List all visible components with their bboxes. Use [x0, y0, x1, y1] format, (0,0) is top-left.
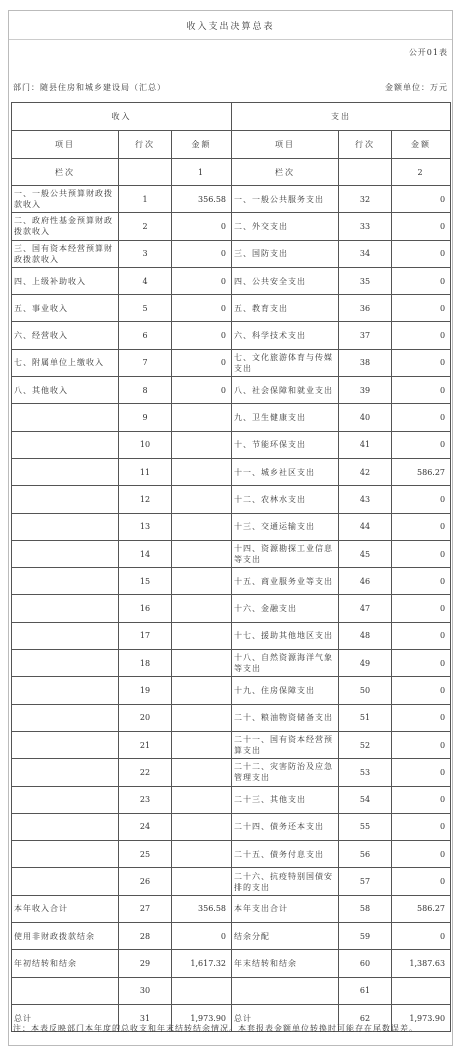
- expense-row-no-cell: 58: [339, 895, 392, 922]
- income-item-cell: [12, 431, 119, 458]
- income-amount-cell: [172, 759, 232, 786]
- income-row-no-cell: 29: [119, 950, 172, 977]
- income-row-no-cell: 13: [119, 513, 172, 540]
- income-row-no-cell: 8: [119, 377, 172, 404]
- table-row: [12, 240, 451, 267]
- expense-item-cell: 四、公共安全支出: [232, 267, 339, 294]
- income-row-no-cell: 26: [119, 868, 172, 895]
- expense-amount-cell: 0: [392, 923, 451, 950]
- expense-item-cell: 结余分配: [232, 923, 339, 950]
- expense-item-cell: 二十二、灾害防治及应急管理支出: [232, 759, 339, 786]
- income-item-cell: [12, 650, 119, 677]
- income-col-label: 栏次: [12, 159, 119, 186]
- table-row: [12, 458, 451, 485]
- table-row: [12, 349, 451, 376]
- expense-amount-cell: 0: [392, 731, 451, 758]
- expense-item-cell: 六、科学技术支出: [232, 322, 339, 349]
- income-item-cell: [12, 486, 119, 513]
- income-amount-header: 金额: [172, 131, 232, 159]
- income-amount-cell: [172, 841, 232, 868]
- expense-item-cell: 二、外交支出: [232, 213, 339, 240]
- income-amount-cell: [172, 431, 232, 458]
- income-row-no-cell: 15: [119, 568, 172, 595]
- income-amount-cell: [172, 513, 232, 540]
- income-rowno-header: 行次: [119, 131, 172, 159]
- expense-item-header: 项目: [232, 131, 339, 159]
- income-item-cell: [12, 813, 119, 840]
- income-amount-cell: [172, 650, 232, 677]
- income-item-cell: 三、国有资本经营预算财政拨款收入: [12, 240, 119, 267]
- expense-col-number: 2: [392, 159, 451, 186]
- table-row: [12, 540, 451, 567]
- expense-row-no-cell: 41: [339, 431, 392, 458]
- income-amount-cell: [172, 458, 232, 485]
- expense-item-cell: 八、社会保障和就业支出: [232, 377, 339, 404]
- income-row-no-cell: 31: [119, 1004, 172, 1031]
- expense-item-cell: 十二、农林水支出: [232, 486, 339, 513]
- income-col-number: 1: [172, 159, 232, 186]
- income-amount-cell: [172, 731, 232, 758]
- income-item-cell: [12, 841, 119, 868]
- expense-amount-cell: 0: [392, 622, 451, 649]
- expense-row-no-cell: 49: [339, 650, 392, 677]
- income-row-no-cell: 3: [119, 240, 172, 267]
- expense-amount-cell: 586.27: [392, 895, 451, 922]
- expense-item-cell: 十五、商业服务业等支出: [232, 568, 339, 595]
- income-amount-cell: 356.58: [172, 895, 232, 922]
- report-title: 收入支出决算总表: [186, 22, 275, 32]
- expense-row-no-cell: 51: [339, 704, 392, 731]
- table-row: [12, 431, 451, 458]
- title-divider: [9, 39, 452, 40]
- expense-item-cell: 九、卫生健康支出: [232, 404, 339, 431]
- table-row: [12, 813, 451, 840]
- income-row-no-cell: 6: [119, 322, 172, 349]
- income-item-cell: [12, 568, 119, 595]
- expense-amount-cell: 0: [392, 186, 451, 213]
- income-col-blank: [119, 159, 172, 186]
- income-row-no-cell: 12: [119, 486, 172, 513]
- table-row: [12, 759, 451, 786]
- table-row: [12, 486, 451, 513]
- table-row: [12, 595, 451, 622]
- income-row-no-cell: 1: [119, 186, 172, 213]
- income-item-cell: [12, 786, 119, 813]
- income-amount-cell: [172, 595, 232, 622]
- income-amount-cell: 0: [172, 923, 232, 950]
- expense-row-no-cell: 46: [339, 568, 392, 595]
- expense-row-no-cell: 38: [339, 349, 392, 376]
- expense-item-cell: 总计: [232, 1004, 339, 1031]
- expense-amount-cell: [392, 977, 451, 1004]
- form-code: 公开01表: [408, 48, 448, 57]
- expense-row-no-cell: 37: [339, 322, 392, 349]
- table-row: [12, 650, 451, 677]
- income-row-no-cell: 25: [119, 841, 172, 868]
- footnote: 注：本表反映部门本年度的总收支和年末结转结余情况。本套报表金额单位转换时可能存在尾数误差。: [13, 1024, 418, 1033]
- income-amount-cell: [172, 540, 232, 567]
- expense-amount-cell: 0: [392, 295, 451, 322]
- expense-rowno-header: 行次: [339, 131, 392, 159]
- expense-section-header: 支出: [232, 103, 451, 131]
- expense-item-cell: 一、一般公共服务支出: [232, 186, 339, 213]
- expense-item-cell: 十七、援助其他地区支出: [232, 622, 339, 649]
- expense-amount-cell: 1,973.90: [392, 1004, 451, 1031]
- table-row: [12, 622, 451, 649]
- income-item-cell: 总计: [12, 1004, 119, 1031]
- table-row: [12, 213, 451, 240]
- expense-row-no-cell: 40: [339, 404, 392, 431]
- expense-row-no-cell: 42: [339, 458, 392, 485]
- income-amount-cell: [172, 704, 232, 731]
- income-row-no-cell: 20: [119, 704, 172, 731]
- income-row-no-cell: 5: [119, 295, 172, 322]
- expense-row-no-cell: 45: [339, 540, 392, 567]
- expense-row-no-cell: 50: [339, 677, 392, 704]
- section-header-row: [12, 103, 451, 131]
- table-row: [12, 677, 451, 704]
- income-row-no-cell: 10: [119, 431, 172, 458]
- expense-item-cell: 三、国防支出: [232, 240, 339, 267]
- expense-amount-cell: 1,387.63: [392, 950, 451, 977]
- expense-row-no-cell: 59: [339, 923, 392, 950]
- income-item-cell: [12, 513, 119, 540]
- expense-row-no-cell: 33: [339, 213, 392, 240]
- expense-col-label: 栏次: [232, 159, 339, 186]
- income-expense-table: [11, 102, 451, 1032]
- table-row: [12, 513, 451, 540]
- expense-row-no-cell: 52: [339, 731, 392, 758]
- income-row-no-cell: 7: [119, 349, 172, 376]
- income-item-cell: [12, 759, 119, 786]
- expense-col-blank: [339, 159, 392, 186]
- expense-row-no-cell: 57: [339, 868, 392, 895]
- income-item-cell: [12, 868, 119, 895]
- expense-amount-cell: 0: [392, 650, 451, 677]
- expense-item-cell: 十、节能环保支出: [232, 431, 339, 458]
- expense-row-no-cell: 60: [339, 950, 392, 977]
- income-row-no-cell: 9: [119, 404, 172, 431]
- expense-amount-cell: 0: [392, 404, 451, 431]
- income-item-cell: 一、一般公共预算财政拨款收入: [12, 186, 119, 213]
- income-item-cell: 五、事业收入: [12, 295, 119, 322]
- expense-item-cell: 二十一、国有资本经营预算支出: [232, 731, 339, 758]
- expense-amount-header: 金额: [392, 131, 451, 159]
- income-row-no-cell: 30: [119, 977, 172, 1004]
- expense-item-cell: 五、教育支出: [232, 295, 339, 322]
- table-row: [12, 295, 451, 322]
- expense-amount-cell: 0: [392, 786, 451, 813]
- expense-item-cell: 二十六、抗疫特别国债安排的支出: [232, 868, 339, 895]
- table-row: [12, 731, 451, 758]
- expense-item-cell: 十九、住房保障支出: [232, 677, 339, 704]
- expense-row-no-cell: 34: [339, 240, 392, 267]
- income-amount-cell: 0: [172, 349, 232, 376]
- income-amount-cell: [172, 622, 232, 649]
- income-row-no-cell: 22: [119, 759, 172, 786]
- expense-amount-cell: 0: [392, 868, 451, 895]
- income-row-no-cell: 27: [119, 895, 172, 922]
- income-item-cell: 八、其他收入: [12, 377, 119, 404]
- expense-item-cell: 十三、交通运输支出: [232, 513, 339, 540]
- income-amount-cell: 0: [172, 377, 232, 404]
- table-row: [12, 322, 451, 349]
- expense-amount-cell: 0: [392, 595, 451, 622]
- income-amount-cell: [172, 568, 232, 595]
- expense-amount-cell: 0: [392, 540, 451, 567]
- amount-unit-label: 金额单位：万元: [385, 83, 448, 92]
- income-item-cell: [12, 404, 119, 431]
- income-item-header: 项目: [12, 131, 119, 159]
- expense-amount-cell: 0: [392, 677, 451, 704]
- income-amount-cell: 0: [172, 267, 232, 294]
- expense-amount-cell: 0: [392, 240, 451, 267]
- income-amount-cell: [172, 486, 232, 513]
- expense-amount-cell: 0: [392, 813, 451, 840]
- expense-row-no-cell: 47: [339, 595, 392, 622]
- expense-row-no-cell: 32: [339, 186, 392, 213]
- expense-item-cell: 十六、金融支出: [232, 595, 339, 622]
- income-row-no-cell: 4: [119, 267, 172, 294]
- table-row: [12, 895, 451, 922]
- expense-row-no-cell: 53: [339, 759, 392, 786]
- income-amount-cell: 1,617.32: [172, 950, 232, 977]
- expense-amount-cell: 0: [392, 759, 451, 786]
- expense-amount-cell: 0: [392, 213, 451, 240]
- income-item-cell: [12, 622, 119, 649]
- expense-row-no-cell: 56: [339, 841, 392, 868]
- income-item-cell: [12, 540, 119, 567]
- income-section-header: 收入: [12, 103, 232, 131]
- expense-item-cell: 七、文化旅游体育与传媒支出: [232, 349, 339, 376]
- expense-row-no-cell: 44: [339, 513, 392, 540]
- expense-amount-cell: 0: [392, 704, 451, 731]
- income-row-no-cell: 14: [119, 540, 172, 567]
- report-frame: [8, 10, 453, 1046]
- expense-row-no-cell: 55: [339, 813, 392, 840]
- expense-amount-cell: 0: [392, 513, 451, 540]
- table-row: [12, 704, 451, 731]
- expense-amount-cell: 0: [392, 431, 451, 458]
- table-row: [12, 868, 451, 895]
- income-item-cell: 使用非财政拨款结余: [12, 923, 119, 950]
- income-amount-cell: [172, 977, 232, 1004]
- expense-amount-cell: 0: [392, 322, 451, 349]
- income-item-cell: 本年收入合计: [12, 895, 119, 922]
- income-row-no-cell: 23: [119, 786, 172, 813]
- expense-item-cell: 二十五、债务付息支出: [232, 841, 339, 868]
- table-row: [12, 267, 451, 294]
- table-row: [12, 568, 451, 595]
- income-amount-cell: 0: [172, 213, 232, 240]
- expense-item-cell: 十八、自然资源海洋气象等支出: [232, 650, 339, 677]
- income-item-cell: [12, 595, 119, 622]
- income-amount-cell: [172, 868, 232, 895]
- table-row: [12, 404, 451, 431]
- table-row: [12, 841, 451, 868]
- income-item-cell: [12, 977, 119, 1004]
- expense-row-no-cell: 39: [339, 377, 392, 404]
- income-item-cell: 六、经营收入: [12, 322, 119, 349]
- income-item-cell: 四、上级补助收入: [12, 267, 119, 294]
- expense-row-no-cell: 62: [339, 1004, 392, 1031]
- income-item-cell: [12, 704, 119, 731]
- expense-amount-cell: 0: [392, 568, 451, 595]
- table-row: [12, 786, 451, 813]
- income-row-no-cell: 16: [119, 595, 172, 622]
- expense-item-cell: [232, 977, 339, 1004]
- income-amount-cell: 1,973.90: [172, 1004, 232, 1031]
- table-row: [12, 923, 451, 950]
- income-amount-cell: [172, 786, 232, 813]
- income-row-no-cell: 17: [119, 622, 172, 649]
- expense-amount-cell: 0: [392, 349, 451, 376]
- income-item-cell: 二、政府性基金预算财政拨款收入: [12, 213, 119, 240]
- expense-item-cell: 年末结转和结余: [232, 950, 339, 977]
- table-row: [12, 950, 451, 977]
- income-amount-cell: 0: [172, 322, 232, 349]
- expense-amount-cell: 0: [392, 841, 451, 868]
- income-item-cell: [12, 731, 119, 758]
- income-amount-cell: [172, 813, 232, 840]
- income-row-no-cell: 24: [119, 813, 172, 840]
- table-row: [12, 377, 451, 404]
- income-row-no-cell: 18: [119, 650, 172, 677]
- expense-amount-cell: 586.27: [392, 458, 451, 485]
- expense-row-no-cell: 36: [339, 295, 392, 322]
- expense-item-cell: 二十、粮油物资储备支出: [232, 704, 339, 731]
- expense-item-cell: 十一、城乡社区支出: [232, 458, 339, 485]
- column-index-row: [12, 159, 451, 186]
- income-amount-cell: 0: [172, 295, 232, 322]
- income-row-no-cell: 28: [119, 923, 172, 950]
- income-item-cell: 年初结转和结余: [12, 950, 119, 977]
- expense-row-no-cell: 48: [339, 622, 392, 649]
- income-row-no-cell: 19: [119, 677, 172, 704]
- income-item-cell: [12, 458, 119, 485]
- expense-row-no-cell: 61: [339, 977, 392, 1004]
- department-label: 部门：随县住房和城乡建设局（汇总）: [13, 83, 166, 92]
- income-item-cell: 七、附属单位上缴收入: [12, 349, 119, 376]
- expense-amount-cell: 0: [392, 486, 451, 513]
- expense-amount-cell: 0: [392, 377, 451, 404]
- column-header-row: [12, 131, 451, 159]
- expense-item-cell: 本年支出合计: [232, 895, 339, 922]
- table-row: [12, 977, 451, 1004]
- expense-amount-cell: 0: [392, 267, 451, 294]
- expense-row-no-cell: 35: [339, 267, 392, 294]
- income-amount-cell: 0: [172, 240, 232, 267]
- income-amount-cell: [172, 404, 232, 431]
- expense-row-no-cell: 43: [339, 486, 392, 513]
- expense-item-cell: 二十四、债务还本支出: [232, 813, 339, 840]
- income-row-no-cell: 11: [119, 458, 172, 485]
- expense-item-cell: 二十三、其他支出: [232, 786, 339, 813]
- expense-row-no-cell: 54: [339, 786, 392, 813]
- income-item-cell: [12, 677, 119, 704]
- income-row-no-cell: 21: [119, 731, 172, 758]
- table-row: [12, 186, 451, 213]
- income-amount-cell: 356.58: [172, 186, 232, 213]
- income-row-no-cell: 2: [119, 213, 172, 240]
- income-amount-cell: [172, 677, 232, 704]
- expense-item-cell: 十四、资源勘探工业信息等支出: [232, 540, 339, 567]
